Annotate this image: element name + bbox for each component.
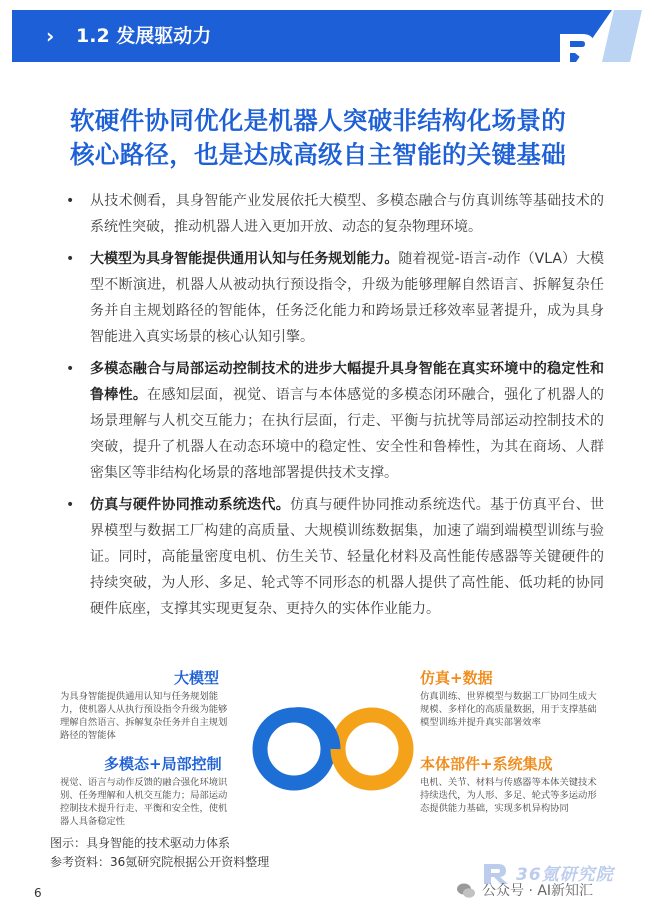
bullet-item bbox=[64, 356, 604, 486]
bullet-text: 在感知层面，视觉、语言与本体感觉的多模态闭环融合，强化了机器人的场景理解与人机交互能力；在执行层面，行走、平衡与抗扰等局部运动控制技术的突破，提升了机器人在动态环境中的稳定性、安全性和鲁棒性，为其在商场、人群密集区等非结构化场景的落地部署提供技术支撑。 bbox=[90, 387, 605, 481]
source-caption: 参考资料：36氪研究院根据公开资料整理 bbox=[50, 855, 270, 869]
header-stripe bbox=[602, 10, 642, 62]
diagram-title-hardware: 本体部件+系统集成 bbox=[420, 755, 553, 773]
driver-diagram bbox=[52, 664, 612, 829]
watermark-text: 36氪研究院 bbox=[516, 865, 614, 885]
bullet-lead: 大模型为具身智能提供通用认知与任务规划能力。 bbox=[90, 251, 399, 267]
headline-line-2: 核心路径，也是达成高级自主智能的关键基础 bbox=[70, 140, 566, 169]
bullet-list bbox=[64, 188, 604, 628]
bullet-dot: • bbox=[66, 251, 75, 267]
bullet-item bbox=[64, 188, 604, 240]
brand-logo-icon bbox=[556, 30, 600, 62]
section-title: 1.2 发展驱动力 bbox=[76, 25, 212, 47]
infinity-loop-graphic bbox=[250, 694, 416, 804]
bullet-text: 仿真与硬件协同推动系统迭代。基于仿真平台、世界模型与数据工厂构建的高质量、大规模训练数据集，加速了端到端模型训练与验证。同时，高能量密度电机、仿生关节、轻量化材料及高性能传感器等关键硬件的持续突破，为人形、多足、轮式等不同形态的机器人提供了高性能、低功耗的协同硬件底座，支撑其实现更复杂、更持久的实体作业能力。 bbox=[90, 497, 604, 617]
figure-caption: 图示：具身智能的技术驱动力体系 bbox=[50, 836, 231, 850]
wechat-credit bbox=[456, 880, 646, 902]
bullet-lead: 仿真与硬件协同推动系统迭代。 bbox=[90, 497, 290, 513]
section-header bbox=[12, 10, 642, 62]
bullet-lead: 多模态融合与局部运动控制技术的进步大幅提升具身智能在真实环境中的稳定性和鲁棒性。 bbox=[90, 361, 604, 403]
diagram-text-large-model: 为具身智能提供通用认知与任务规划能力，使机器人从执行预设指令升级为能够理解自然语言、拆解复杂任务并自主规划路径的智能体 bbox=[60, 691, 228, 741]
bullet-dot: • bbox=[66, 361, 75, 377]
diagram-text-multimodal: 视觉、语言与动作反馈的融合强化环境识别、任务理解和人机交互能力；局部运动控制技术提升行走、平衡和安全性，使机器人具备稳定性 bbox=[60, 777, 228, 827]
diagram-title-large-model: 大模型 bbox=[174, 669, 220, 687]
diagram-text-simulation: 仿真训练、世界模型与数据工厂协同生成大规模、多样化的高质量数据，用于支撑基础模型训练并提升真实部署效率 bbox=[420, 691, 597, 728]
headline bbox=[70, 104, 610, 172]
page-number: 6 bbox=[34, 886, 42, 900]
bullet-dot: • bbox=[66, 497, 75, 513]
bullet-dot: • bbox=[66, 193, 75, 209]
bullet-item bbox=[64, 492, 604, 622]
bullet-text: 从技术侧看，具身智能产业发展依托大模型、多模态融合与仿真训练等基础技术的系统性突破，推动机器人进入更加开放、动态的复杂物理环境。 bbox=[90, 193, 604, 235]
diagram-title-multimodal: 多模态+局部控制 bbox=[104, 755, 222, 773]
chevron-right-icon: › bbox=[46, 24, 55, 48]
wechat-text: 公众号 · AI新知汇 bbox=[482, 883, 594, 899]
wechat-icon bbox=[456, 882, 476, 900]
diagram-text-hardware: 电机、关节、材料与传感器等本体关键技术持续迭代，为人形、多足、轮式等多运动形态提供能力基础，实现多机异构协同 bbox=[420, 777, 597, 814]
bullet-item bbox=[64, 246, 604, 350]
headline-line-1: 软硬件协同优化是机器人突破非结构化场景的 bbox=[70, 106, 566, 135]
diagram-title-simulation: 仿真+数据 bbox=[420, 669, 493, 687]
bullet-text: 随着视觉-语言-动作（VLA）大模型不断演进，机器人从被动执行预设指令，升级为能够理解自然语言、拆解复杂任务并自主规划路径的智能体，任务泛化能力和跨场景迁移效率显著提升，成为具身智能进入真实场景的核心认知引擎。 bbox=[90, 251, 604, 345]
